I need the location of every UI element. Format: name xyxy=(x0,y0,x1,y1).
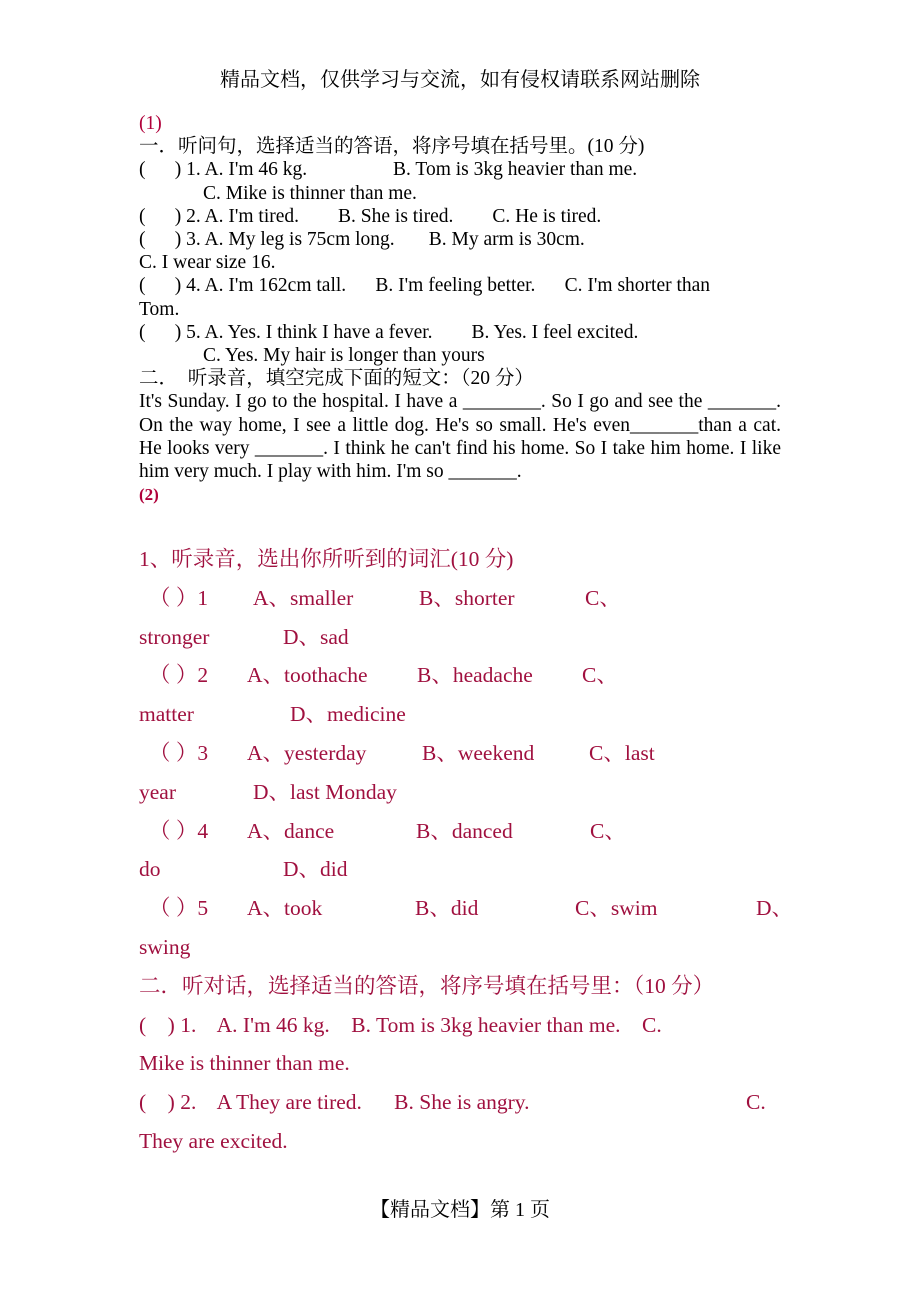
vocab-option-c-word: matter xyxy=(139,702,194,727)
vocab-item-paren: （ ）5 xyxy=(149,896,209,921)
vocab-option-b: B、danced xyxy=(416,818,513,843)
vocab-option-c: C、last xyxy=(589,740,655,765)
vocab-option-a: A、smaller xyxy=(253,585,354,610)
section-title-listen-questions: 一．听问句，选择适当的答语，将序号填在括号里。(10 分) xyxy=(139,136,645,158)
question-1-c: C. Mike is thinner than me. xyxy=(203,182,417,204)
part-tag-2: (2) xyxy=(139,485,159,505)
vocab-section-title xyxy=(139,540,789,579)
vocab-option-a: A、yesterday xyxy=(247,740,367,765)
section-title-fill-blanks: 二． 听录音，填空完成下面的短文：（20 分） xyxy=(139,368,534,390)
passage-text: It's Sunday. I go to the hospital. I have a ________. So I go and see the _______. On the way home, I see a little dog. He's so small. He's even_______than a cat. He looks very _______. I think he can't find his home. So I take him home. I like him very much. I play with him. I'm so _______. xyxy=(139,391,781,483)
dialog-question-1-options: ( ) 1. A. I'm 46 kg. B. Tom is 3kg heavier than me. C. xyxy=(139,1012,662,1037)
question-5-c: C. Yes. My hair is longer than yours xyxy=(203,345,485,367)
vocab-option-b: B、weekend xyxy=(422,740,535,765)
dialog-section-title-text: 二．听对话，选择适当的答语，将序号填在括号里：（10 分） xyxy=(139,973,715,998)
vocab-item-paren: （ ）4 xyxy=(149,818,209,843)
vocab-item-paren: （ ）1 xyxy=(149,585,209,610)
vocab-option-d: D、last Monday xyxy=(253,779,397,804)
vocab-option-b: B、headache xyxy=(417,663,533,688)
question-1 xyxy=(139,158,781,181)
vocab-option-b: B、shorter xyxy=(419,585,515,610)
dialog-question-1-cont xyxy=(139,1044,789,1083)
vocab-option-c: C、 xyxy=(585,585,621,610)
part-two xyxy=(139,540,794,1161)
question-2: ( ) 2. A. I'm tired. B. She is tired. C. He is tired. xyxy=(139,205,602,227)
vocab-option-c: C、 xyxy=(590,818,626,843)
vocab-item-5 xyxy=(139,889,794,928)
vocab-item-5-cont xyxy=(139,928,789,967)
vocab-option-c: C、swim xyxy=(575,896,658,921)
dialog-question-1-c: Mike is thinner than me. xyxy=(139,1051,350,1076)
vocab-option-word: swing xyxy=(139,934,191,959)
vocab-option-b: B、did xyxy=(415,896,479,921)
page-footer: 【精品文档】第 1 页 xyxy=(370,1199,550,1221)
vocab-item-4 xyxy=(139,812,789,851)
vocab-option-d: D、 xyxy=(756,896,794,921)
question-1-b: B. Tom is 3kg heavier than me. xyxy=(393,159,638,181)
dialog-question-2-cont xyxy=(139,1122,789,1161)
vocab-option-c-word: year xyxy=(139,779,176,804)
vocab-option-a: A、took xyxy=(247,896,323,921)
vocab-item-2-cont xyxy=(139,695,789,734)
part-tag-1: (1) xyxy=(139,113,162,134)
vocab-item-3 xyxy=(139,734,789,773)
question-4-cont: Tom. xyxy=(139,298,180,320)
dialog-question-2-c-label: C. xyxy=(746,1090,766,1115)
vocab-item-2 xyxy=(139,656,789,695)
vocab-option-a: A、dance xyxy=(247,818,335,843)
dialog-question-2 xyxy=(139,1083,789,1122)
vocab-option-d: D、medicine xyxy=(290,702,406,727)
question-4: ( ) 4. A. I'm 162cm tall. B. I'm feeling better. C. I'm shorter than xyxy=(139,275,711,297)
vocab-option-c-word: stronger xyxy=(139,624,210,649)
vocab-item-4-cont xyxy=(139,850,789,889)
part-one xyxy=(139,112,781,505)
question-1-a: ( ) 1. A. I'm 46 kg. xyxy=(139,159,308,181)
vocab-section-title-text: 1、听录音，选出你所听到的词汇(10 分) xyxy=(139,547,514,571)
vocab-item-3-cont xyxy=(139,773,789,812)
vocab-option-d: D、sad xyxy=(283,624,349,649)
vocab-option-d: D、did xyxy=(283,857,348,882)
dialog-question-2-c: They are excited. xyxy=(139,1128,288,1153)
page-header: 精品文档，仅供学习与交流，如有侵权请联系网站删除 xyxy=(220,69,700,91)
question-3: ( ) 3. A. My leg is 75cm long. B. My arm is 30cm. xyxy=(139,229,585,250)
dialog-section-title xyxy=(139,967,789,1006)
question-3-c: C. I wear size 16. xyxy=(139,252,276,274)
vocab-item-paren: （ ）3 xyxy=(149,740,209,765)
vocab-item-1 xyxy=(139,579,789,618)
vocab-item-paren: （ ）2 xyxy=(149,663,209,688)
dialog-question-2-options: ( ) 2. A They are tired. B. She is angry. xyxy=(139,1090,530,1115)
vocab-item-1-cont xyxy=(139,618,789,657)
vocab-option-c-word: do xyxy=(139,857,161,882)
question-5: ( ) 5. A. Yes. I think I have a fever. B. Yes. I feel excited. xyxy=(139,321,639,343)
vocab-option-a: A、toothache xyxy=(247,663,368,688)
dialog-question-1 xyxy=(139,1006,789,1045)
vocab-option-c: C、 xyxy=(582,663,618,688)
